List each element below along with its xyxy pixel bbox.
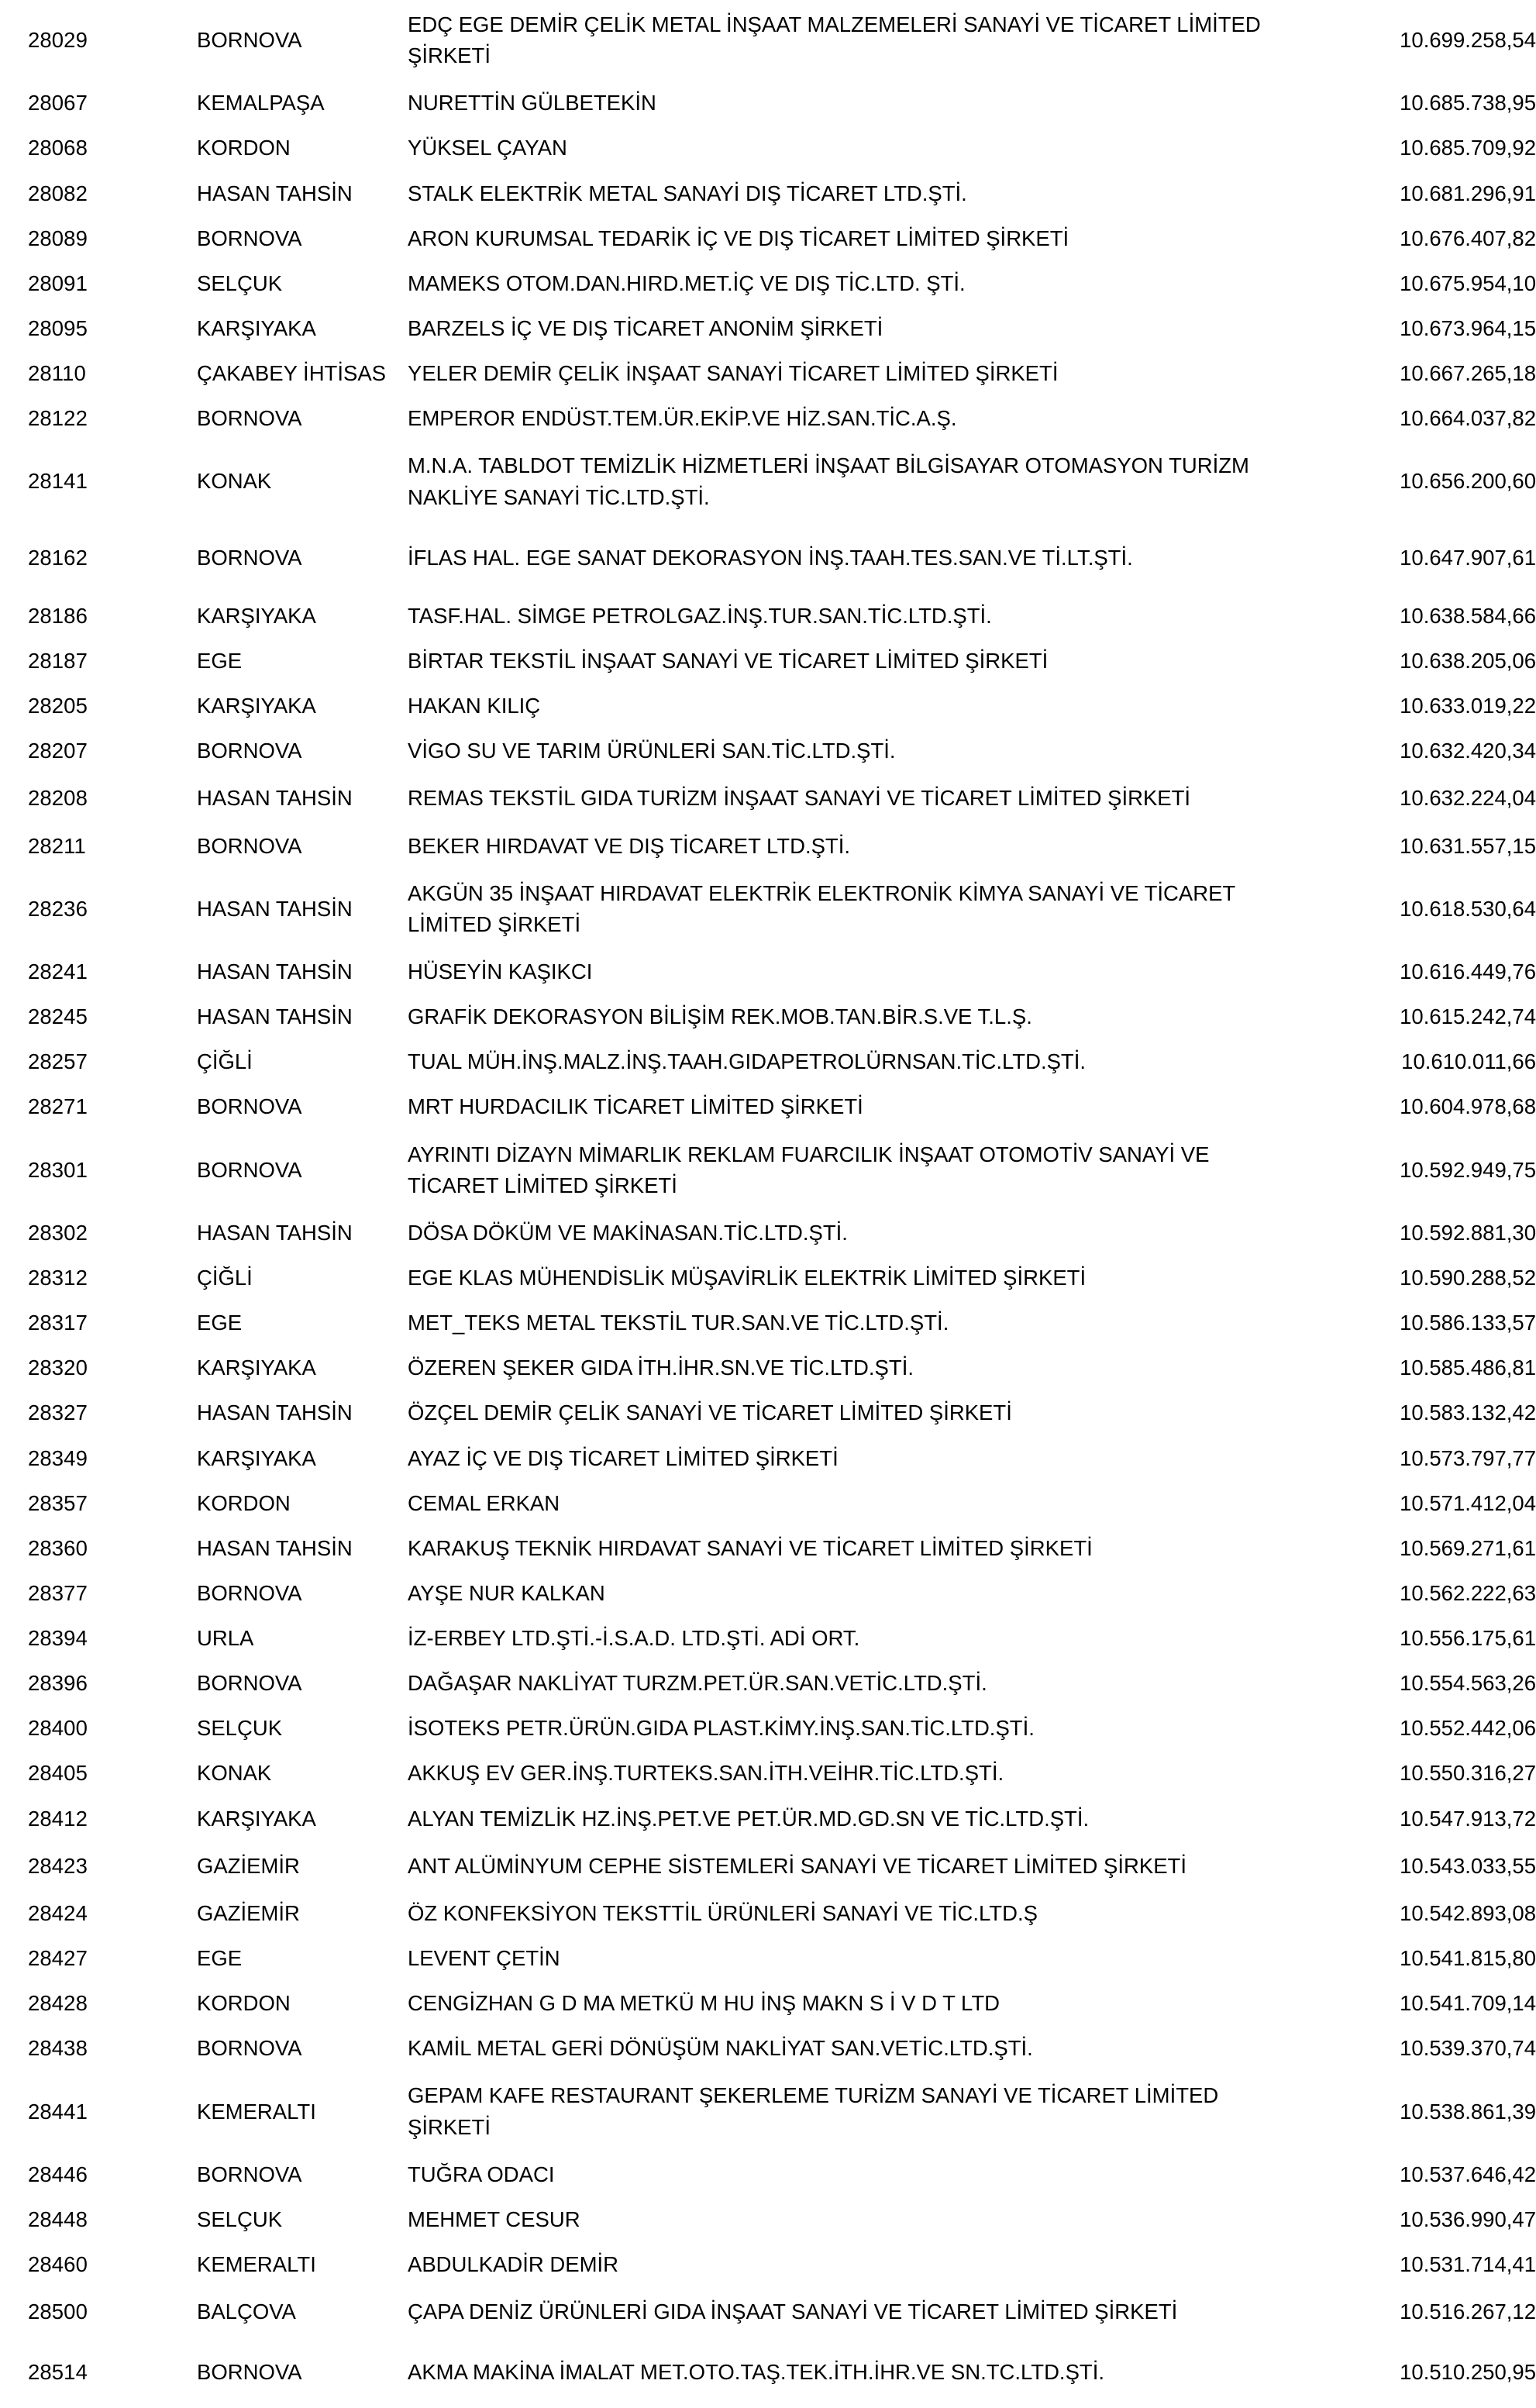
row-name-cell: DÖSA DÖKÜM VE MAKİNASAN.TİC.LTD.ŞTİ. (408, 1220, 848, 1245)
row-amount-cell: 10.610.011,66 (1401, 1049, 1536, 1074)
row-office-cell: HASAN TAHSİN (197, 1535, 353, 1560)
row-amount-cell: 10.667.265,18 (1400, 361, 1536, 386)
row-id-cell: 28424 (28, 1900, 88, 1925)
row-amount-cell: 10.592.949,75 (1400, 1157, 1536, 1182)
row-id-cell: 28400 (28, 1716, 88, 1741)
row-id-cell: 28357 (28, 1490, 88, 1515)
row-id-cell: 28427 (28, 1946, 88, 1971)
table-row (28, 684, 1536, 729)
row-office-cell: KORDON (197, 136, 291, 160)
row-id-cell: 28302 (28, 1220, 88, 1245)
row-office-cell: BORNOVA (197, 28, 302, 53)
row-id-cell: 28245 (28, 1004, 88, 1029)
row-id-cell: 28412 (28, 1806, 88, 1831)
row-amount-cell: 10.685.709,92 (1400, 136, 1536, 160)
row-office-cell: BORNOVA (197, 1671, 302, 1696)
row-name-cell: MAMEKS OTOM.DAN.HIRD.MET.İÇ VE DIŞ TİC.LTD. ŞTİ. (408, 270, 966, 295)
row-id-cell: 28301 (28, 1157, 88, 1182)
row-id-cell: 28257 (28, 1049, 88, 1074)
table-row (28, 1039, 1536, 1084)
table-row (28, 2152, 1536, 2197)
table-row (28, 2242, 1536, 2287)
row-id-cell: 28271 (28, 1094, 88, 1119)
row-id-cell: 28394 (28, 1626, 88, 1651)
row-amount-cell: 10.638.205,06 (1400, 648, 1536, 673)
table-row (28, 1211, 1536, 1256)
row-office-cell: EGE (197, 1946, 243, 1971)
row-amount-cell: 10.585.486,81 (1400, 1356, 1536, 1380)
row-name-cell: AKGÜN 35 İNŞAAT HIRDAVAT ELEKTRİK ELEKTRONİK KİMYA SANAYİ VE TİCARET LİMİTED ŞİRKETİ (408, 880, 1235, 936)
row-name-cell: TUAL MÜH.İNŞ.MALZ.İNŞ.TAAH.GIDAPETROLÜRNSAN.TİC.LTD.ŞTİ. (408, 1049, 1087, 1074)
row-name-cell: TASF.HAL. SİMGE PETROLGAZ.İNŞ.TUR.SAN.TİC.LTD.ŞTİ. (408, 603, 992, 628)
row-name-cell: TUĞRA ODACI (408, 2162, 555, 2186)
row-amount-cell: 10.550.316,27 (1400, 1761, 1536, 1786)
table-row (28, 1084, 1536, 1129)
row-name-cell: BARZELS İÇ VE DIŞ TİCARET ANONİM ŞİRKETİ (408, 315, 883, 340)
row-office-cell: KORDON (197, 1991, 291, 2016)
row-id-cell: 28141 (28, 469, 88, 494)
table-row (28, 1797, 1536, 1841)
table-row (28, 2071, 1536, 2151)
table-row (28, 1256, 1536, 1300)
row-amount-cell: 10.516.267,12 (1400, 2299, 1536, 2324)
row-office-cell: SELÇUK (197, 2206, 283, 2231)
row-id-cell: 28029 (28, 28, 88, 53)
row-name-cell: ANT ALÜMİNYUM CEPHE SİSTEMLERİ SANAYİ VE TİCARET LİMİTED ŞİRKETİ (408, 1853, 1186, 1878)
row-amount-cell: 10.656.200,60 (1400, 469, 1536, 494)
row-amount-cell: 10.541.709,14 (1400, 1991, 1536, 2016)
row-amount-cell: 10.556.175,61 (1400, 1626, 1536, 1651)
row-amount-cell: 10.538.861,39 (1400, 2099, 1536, 2124)
row-id-cell: 28327 (28, 1400, 88, 1425)
row-id-cell: 28241 (28, 959, 88, 984)
row-name-cell: HÜSEYİN KAŞIKCI (408, 959, 593, 984)
row-office-cell: BORNOVA (197, 2360, 302, 2385)
row-office-cell: GAZİEMİR (197, 1900, 300, 1925)
row-amount-cell: 10.632.420,34 (1400, 739, 1536, 763)
row-office-cell: BORNOVA (197, 2162, 302, 2186)
row-id-cell: 28068 (28, 136, 88, 160)
row-amount-cell: 10.681.296,91 (1400, 181, 1536, 205)
table-row (28, 1616, 1536, 1661)
row-office-cell: HASAN TAHSİN (197, 896, 353, 921)
row-id-cell: 28082 (28, 181, 88, 205)
row-amount-cell: 10.541.815,80 (1400, 1946, 1536, 1971)
row-id-cell: 28205 (28, 694, 88, 718)
row-amount-cell: 10.531.714,41 (1400, 2252, 1536, 2277)
row-id-cell: 28441 (28, 2099, 88, 2124)
row-name-cell: AYRINTI DİZAYN MİMARLIK REKLAM FUARCILIK İNŞAAT OTOMOTİV SANAYİ VE TİCARET LİMİTED ŞİRKETİ (408, 1142, 1210, 1197)
row-name-cell: MEHMET CESUR (408, 2206, 580, 2231)
row-name-cell: KARAKUŞ TEKNİK HIRDAVAT SANAYİ VE TİCARET LİMİTED ŞİRKETİ (408, 1535, 1093, 1560)
row-id-cell: 28500 (28, 2299, 88, 2324)
row-name-cell: BİRTAR TEKSTİL İNŞAAT SANAYİ VE TİCARET LİMİTED ŞİRKETİ (408, 648, 1049, 673)
row-amount-cell: 10.573.797,77 (1400, 1445, 1536, 1470)
row-amount-cell: 10.615.242,74 (1400, 1004, 1536, 1029)
row-office-cell: BORNOVA (197, 1580, 302, 1605)
row-name-cell: AYAZ İÇ VE DIŞ TİCARET LİMİTED ŞİRKETİ (408, 1445, 839, 1470)
row-office-cell: BORNOVA (197, 2036, 302, 2061)
row-id-cell: 28377 (28, 1580, 88, 1605)
row-office-cell: ÇAKABEY İHTİSAS (197, 361, 387, 386)
row-name-cell: EMPEROR ENDÜST.TEM.ÜR.EKİP.VE HİZ.SAN.TİC.A.Ş. (408, 406, 957, 431)
row-name-cell: YELER DEMİR ÇELİK İNŞAAT SANAYİ TİCARET LİMİTED ŞİRKETİ (408, 361, 1059, 386)
row-amount-cell: 10.583.132,42 (1400, 1400, 1536, 1425)
row-id-cell: 28405 (28, 1761, 88, 1786)
row-name-cell: CENGİZHAN G D MA METKÜ M HU İNŞ MAKN S İ V D T LTD (408, 1991, 1000, 2016)
row-id-cell: 28067 (28, 91, 88, 115)
table-row (28, 1526, 1536, 1571)
row-name-cell: ÇAPA DENİZ ÜRÜNLERİ GIDA İNŞAAT SANAYİ VE TİCARET LİMİTED ŞİRKETİ (408, 2299, 1178, 2324)
row-amount-cell: 10.647.907,61 (1400, 545, 1536, 570)
table-row (28, 2197, 1536, 2242)
row-office-cell: BORNOVA (197, 226, 302, 250)
row-name-cell: İSOTEKS PETR.ÜRÜN.GIDA PLAST.KİMY.İNŞ.SAN.TİC.LTD.ŞTİ. (408, 1716, 1035, 1741)
row-office-cell: BORNOVA (197, 1157, 302, 1182)
row-id-cell: 28110 (28, 361, 86, 386)
row-amount-cell: 10.586.133,57 (1400, 1311, 1536, 1335)
debtor-listing-table (28, 0, 1536, 2408)
row-id-cell: 28091 (28, 270, 88, 295)
row-amount-cell: 10.675.954,10 (1400, 270, 1536, 295)
row-name-cell: YÜKSEL ÇAYAN (408, 136, 567, 160)
row-name-cell: KAMİL METAL GERİ DÖNÜŞÜM NAKLİYAT SAN.VETİC.LTD.ŞTİ. (408, 2036, 1033, 2061)
row-office-cell: KARŞIYAKA (197, 1806, 316, 1831)
table-row (28, 81, 1536, 126)
row-office-cell: SELÇUK (197, 270, 283, 295)
row-office-cell: GAZİEMİR (197, 1853, 300, 1878)
row-office-cell: HASAN TAHSİN (197, 1220, 353, 1245)
table-row (28, 639, 1536, 684)
row-id-cell: 28514 (28, 2360, 88, 2385)
table-row (28, 171, 1536, 216)
row-name-cell: AKMA MAKİNA İMALAT MET.OTO.TAŞ.TEK.İTH.İHR.VE SN.TC.LTD.ŞTİ. (408, 2360, 1104, 2385)
row-name-cell: AYŞE NUR KALKAN (408, 1580, 605, 1605)
row-amount-cell: 10.631.557,15 (1400, 833, 1536, 858)
row-id-cell: 28460 (28, 2252, 88, 2277)
table-row (28, 1981, 1536, 2026)
row-name-cell: REMAS TEKSTİL GIDA TURİZM İNŞAAT SANAYİ VE TİCARET LİMİTED ŞİRKETİ (408, 786, 1191, 811)
row-id-cell: 28438 (28, 2036, 88, 2061)
table-row (28, 1481, 1536, 1526)
table-row (28, 824, 1536, 869)
table-row (28, 994, 1536, 1039)
row-name-cell: STALK ELEKTRİK METAL SANAYİ DIŞ TİCARET LTD.ŞTİ. (408, 181, 967, 205)
row-id-cell: 28446 (28, 2162, 88, 2186)
table-row (28, 1390, 1536, 1435)
row-office-cell: BALÇOVA (197, 2299, 296, 2324)
row-id-cell: 28162 (28, 545, 88, 570)
row-name-cell: LEVENT ÇETİN (408, 1946, 560, 1971)
table-row (28, 773, 1536, 823)
table-row (28, 1130, 1536, 1211)
table-row (28, 1661, 1536, 1706)
table-row (28, 441, 1536, 522)
table-row (28, 1345, 1536, 1390)
table-row (28, 216, 1536, 261)
row-office-cell: BORNOVA (197, 833, 302, 858)
table-row (28, 2337, 1536, 2408)
row-office-cell: KEMALPAŞA (197, 91, 325, 115)
row-id-cell: 28396 (28, 1671, 88, 1696)
row-office-cell: KARŞIYAKA (197, 1445, 316, 1470)
table-row (28, 2287, 1536, 2337)
row-name-cell: ALYAN TEMİZLİK HZ.İNŞ.PET.VE PET.ÜR.MD.GD.SN VE TİC.LTD.ŞTİ. (408, 1806, 1090, 1831)
row-office-cell: HASAN TAHSİN (197, 1400, 353, 1425)
row-amount-cell: 10.569.271,61 (1400, 1535, 1536, 1560)
row-name-cell: İZ-ERBEY LTD.ŞTİ.-İ.S.A.D. LTD.ŞTİ. ADİ ORT. (408, 1626, 860, 1651)
table-row (28, 949, 1536, 994)
row-id-cell: 28208 (28, 786, 88, 811)
table-row (28, 1706, 1536, 1751)
row-office-cell: KARŞIYAKA (197, 1356, 316, 1380)
row-amount-cell: 10.542.893,08 (1400, 1900, 1536, 1925)
row-office-cell: KORDON (197, 1490, 291, 1515)
row-amount-cell: 10.590.288,52 (1400, 1265, 1536, 1290)
row-id-cell: 28186 (28, 603, 88, 628)
row-name-cell: MET_TEKS METAL TEKSTİL TUR.SAN.VE TİC.LTD.ŞTİ. (408, 1311, 949, 1335)
row-amount-cell: 10.699.258,54 (1400, 28, 1536, 53)
table-row (28, 306, 1536, 351)
row-id-cell: 28423 (28, 1853, 88, 1878)
row-name-cell: DAĞAŞAR NAKLİYAT TURZM.PET.ÜR.SAN.VETİC.LTD.ŞTİ. (408, 1671, 987, 1696)
table-row (28, 1571, 1536, 1616)
row-office-cell: HASAN TAHSİN (197, 959, 353, 984)
row-office-cell: BORNOVA (197, 545, 302, 570)
row-office-cell: ÇİĞLİ (197, 1049, 253, 1074)
row-id-cell: 28320 (28, 1356, 88, 1380)
table-row (28, 261, 1536, 306)
row-amount-cell: 10.664.037,82 (1400, 406, 1536, 431)
row-name-cell: VİGO SU VE TARIM ÜRÜNLERİ SAN.TİC.LTD.ŞTİ. (408, 739, 896, 763)
row-office-cell: EGE (197, 1311, 243, 1335)
table-row (28, 0, 1536, 81)
row-id-cell: 28349 (28, 1445, 88, 1470)
row-id-cell: 28428 (28, 1991, 88, 2016)
listing-table-body (28, 0, 1536, 2408)
row-name-cell: GEPAM KAFE RESTAURANT ŞEKERLEME TURİZM SANAYİ VE TİCARET LİMİTED ŞİRKETİ (408, 2083, 1219, 2139)
row-amount-cell: 10.554.563,26 (1400, 1671, 1536, 1696)
row-office-cell: BORNOVA (197, 406, 302, 431)
row-id-cell: 28095 (28, 315, 88, 340)
row-id-cell: 28236 (28, 896, 88, 921)
row-office-cell: KARŞIYAKA (197, 315, 316, 340)
row-id-cell: 28317 (28, 1311, 88, 1335)
row-amount-cell: 10.638.584,66 (1400, 603, 1536, 628)
row-id-cell: 28089 (28, 226, 88, 250)
row-amount-cell: 10.552.442,06 (1400, 1716, 1536, 1741)
row-office-cell: KONAK (197, 469, 272, 494)
row-amount-cell: 10.536.990,47 (1400, 2206, 1536, 2231)
row-amount-cell: 10.537.646,42 (1400, 2162, 1536, 2186)
row-office-cell: EGE (197, 648, 243, 673)
row-amount-cell: 10.616.449,76 (1400, 959, 1536, 984)
row-office-cell: KEMERALTI (197, 2252, 316, 2277)
row-name-cell: CEMAL ERKAN (408, 1490, 560, 1515)
row-name-cell: MRT HURDACILIK TİCARET LİMİTED ŞİRKETİ (408, 1094, 863, 1119)
row-office-cell: KARŞIYAKA (197, 603, 316, 628)
row-amount-cell: 10.604.978,68 (1400, 1094, 1536, 1119)
row-amount-cell: 10.676.407,82 (1400, 226, 1536, 250)
row-office-cell: BORNOVA (197, 739, 302, 763)
row-id-cell: 28448 (28, 2206, 88, 2231)
row-office-cell: ÇİĞLİ (197, 1265, 253, 1290)
row-name-cell: ÖZ KONFEKSİYON TEKSTTİL ÜRÜNLERİ SANAYİ VE TİC.LTD.Ş (408, 1900, 1038, 1925)
row-amount-cell: 10.618.530,64 (1400, 896, 1536, 921)
table-row (28, 351, 1536, 396)
row-amount-cell: 10.592.881,30 (1400, 1220, 1536, 1245)
row-office-cell: HASAN TAHSİN (197, 786, 353, 811)
row-name-cell: BEKER HIRDAVAT VE DIŞ TİCARET LTD.ŞTİ. (408, 833, 851, 858)
row-office-cell: URLA (197, 1626, 254, 1651)
row-name-cell: EDÇ EGE DEMİR ÇELİK METAL İNŞAAT MALZEMELERİ SANAYİ VE TİCARET LİMİTED ŞİRKETİ (408, 12, 1261, 68)
row-name-cell: AKKUŞ EV GER.İNŞ.TURTEKS.SAN.İTH.VEİHR.TİC.LTD.ŞTİ. (408, 1761, 1004, 1786)
row-name-cell: İFLAS HAL. EGE SANAT DEKORASYON İNŞ.TAAH.TES.SAN.VE Tİ.LT.ŞTİ. (408, 545, 1133, 570)
row-id-cell: 28312 (28, 1265, 88, 1290)
table-row (28, 2026, 1536, 2071)
row-id-cell: 28207 (28, 739, 88, 763)
row-amount-cell: 10.543.033,55 (1400, 1853, 1536, 1878)
table-row (28, 1300, 1536, 1345)
row-amount-cell: 10.673.964,15 (1400, 315, 1536, 340)
row-office-cell: BORNOVA (197, 1094, 302, 1119)
table-row (28, 869, 1536, 949)
table-row (28, 522, 1536, 594)
table-row (28, 594, 1536, 639)
row-name-cell: ÖZÇEL DEMİR ÇELİK SANAYİ VE TİCARET LİMİTED ŞİRKETİ (408, 1400, 1012, 1425)
row-amount-cell: 10.562.222,63 (1400, 1580, 1536, 1605)
row-id-cell: 28187 (28, 648, 88, 673)
row-amount-cell: 10.547.913,72 (1400, 1806, 1536, 1831)
row-office-cell: KEMERALTI (197, 2099, 316, 2124)
row-name-cell: M.N.A. TABLDOT TEMİZLİK HİZMETLERİ İNŞAAT BİLGİSAYAR OTOMASYON TURİZM NAKLİYE SANAYİ TİC.LTD.ŞTİ. (408, 453, 1249, 509)
row-amount-cell: 10.539.370,74 (1400, 2036, 1536, 2061)
row-name-cell: ABDULKADİR DEMİR (408, 2252, 618, 2277)
row-name-cell: NURETTİN GÜLBETEKİN (408, 91, 656, 115)
row-amount-cell: 10.571.412,04 (1400, 1490, 1536, 1515)
table-row (28, 1751, 1536, 1796)
row-amount-cell: 10.633.019,22 (1400, 694, 1536, 718)
row-amount-cell: 10.632.224,04 (1400, 786, 1536, 811)
table-row (28, 126, 1536, 171)
row-name-cell: GRAFİK DEKORASYON BİLİŞİM REK.MOB.TAN.BİR.S.VE T.L.Ş. (408, 1004, 1032, 1029)
row-name-cell: ÖZEREN ŞEKER GIDA İTH.İHR.SN.VE TİC.LTD.ŞTİ. (408, 1356, 914, 1380)
row-office-cell: HASAN TAHSİN (197, 181, 353, 205)
table-row (28, 1936, 1536, 1981)
table-row (28, 729, 1536, 773)
row-office-cell: KONAK (197, 1761, 272, 1786)
row-name-cell: HAKAN KILIÇ (408, 694, 541, 718)
row-id-cell: 28122 (28, 406, 88, 431)
row-office-cell: HASAN TAHSİN (197, 1004, 353, 1029)
row-name-cell: EGE KLAS MÜHENDİSLİK MÜŞAVİRLİK ELEKTRİK LİMİTED ŞİRKETİ (408, 1265, 1087, 1290)
row-office-cell: SELÇUK (197, 1716, 283, 1741)
table-row (28, 396, 1536, 441)
row-office-cell: KARŞIYAKA (197, 694, 316, 718)
row-id-cell: 28360 (28, 1535, 88, 1560)
table-row (28, 1891, 1536, 1936)
table-row (28, 1841, 1536, 1891)
row-amount-cell: 10.510.250,95 (1400, 2360, 1536, 2385)
table-row (28, 1436, 1536, 1481)
row-amount-cell: 10.685.738,95 (1400, 91, 1536, 115)
row-name-cell: ARON KURUMSAL TEDARİK İÇ VE DIŞ TİCARET LİMİTED ŞİRKETİ (408, 226, 1069, 250)
row-id-cell: 28211 (28, 833, 86, 858)
